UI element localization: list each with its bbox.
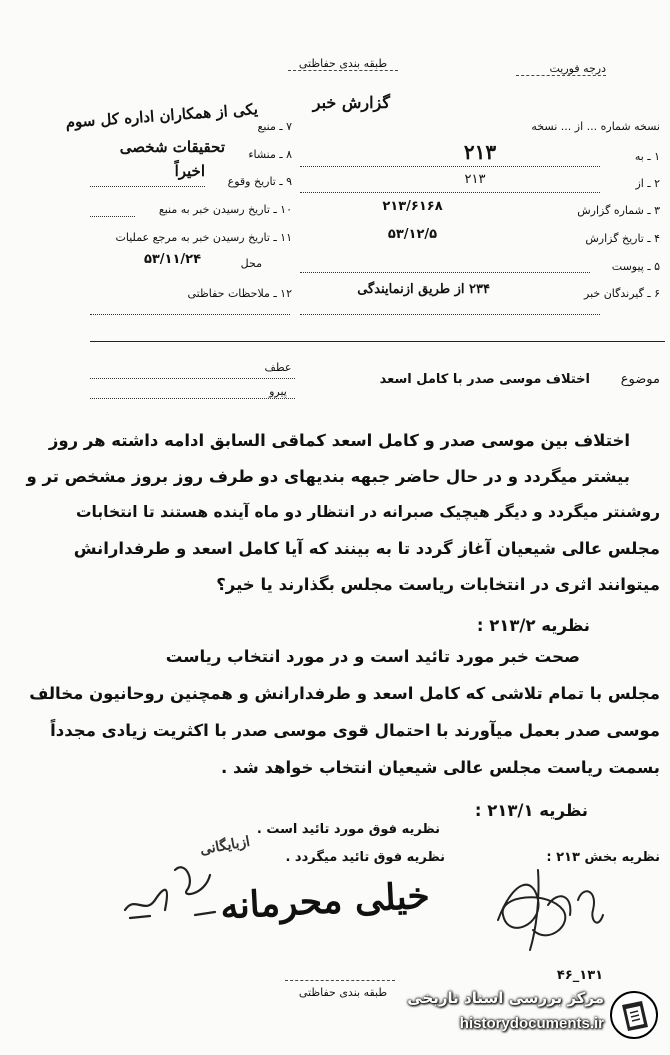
watermark-logo-icon [608,989,660,1041]
blank-line-1 [90,314,290,315]
opinion1-line-3: موسی صدر بعمل میآورند با احتمال قوی موسی صدر با اکثریت زیادی مجدداً [50,721,660,740]
opinion1-line-1: صحت خبر مورد تائید است و در مورد انتخاب ریاست [165,647,580,666]
body-line-2: بیشتر میگردد و در حال حاضر جبهه بندیهای دو طرف روز بروز مشخص تر و [26,467,630,486]
opinion1-line-2: مجلس با تمام تلاشی که کامل اسعد و طرفدارانش و همچنین روحانیون مخالف [29,684,660,703]
field-occurrence-date-line [90,186,205,187]
field-source-value: یکی از همکاران اداره کل سوم [65,100,259,132]
field-origin-label: ۸ ـ منشاء [248,148,292,161]
peyro-label: پیرو [269,385,287,398]
opinion1-line-4: بسمت ریاست مجلس عالی شیعیان انتخاب خواهد شد . [220,758,660,777]
header-divider [90,341,665,342]
priority-label: درجه فوریت [516,62,606,76]
body-line-3: روشنتر میگردد و دیگر هیچیک صبرانه در انتظار دو ماه آینده هستند تا انتخابات [75,503,660,521]
field-occurrence-date-label: ۹ ـ تاریخ وقوع [227,175,292,188]
classification-bottom: طبقه بندی حفاظتی [298,986,388,999]
footer-divider [285,980,395,981]
margin-note-handwritten: ازبایگانی [198,833,252,859]
field-report-number-label: ۳ ـ شماره گزارش [577,204,660,217]
field-origin-value: تحقیقات شخصی [119,138,225,156]
blank-line-2 [300,314,600,315]
field-to-line [300,166,600,167]
field-occurrence-date-value: اخیراً [174,162,205,180]
field-recipients-label: ۶ ـ گیرندگان خبر [584,287,660,300]
field-recipients-value: ۲۳۴ از طریق ازنمایندگی [357,282,490,297]
left-signature [115,840,225,930]
body-line-5: میتوانند اثری در انتخابات ریاست مجلس بگذارند یا خیر؟ [216,575,660,594]
field-place-value: ۵۳/۱۱/۲۴ [143,252,202,267]
subject-text: اختلاف موسی صدر با کامل اسعد [379,372,590,387]
opinion3-text: نظریه فوق تائید میگردد . [285,850,445,865]
right-signature [478,860,608,955]
opinion2-label: نظریه ۲۱۳/۱ : [474,801,588,820]
field-report-number-value: ۲۱۳/۶۱۶۸ [382,199,443,214]
field-report-date-label: ۴ ـ تاریخ گزارش [585,232,660,245]
classification-top: طبقه بندی حفاظتی [288,57,398,71]
field-place-label: محل [240,257,262,270]
copy-number: نسخه شماره ... از ... نسخه [531,120,660,133]
opinion3-label: نظریه بخش ۲۱۳ : [546,850,660,865]
field-source-received-label: ۱۰ ـ تاریخ رسیدن خبر به منبع [158,203,292,216]
atf-line [90,378,295,379]
field-operations-received-label: ۱۱ ـ تاریخ رسیدن خبر به مرجع عملیات [115,231,292,244]
body-line-1: اختلاف بین موسی صدر و کامل اسعد کماقی السابق ادامه داشته هر روز [48,431,630,450]
very-secret-handwritten: خیلی محرمانه [219,874,431,928]
field-attachment-line [300,272,590,273]
opinion2-text: نظریه فوق مورد تائید است . [256,822,440,837]
field-source-label: ۷ ـ منبع [257,120,292,133]
field-from-value: ۲۱۳ [464,172,486,187]
watermark [407,985,662,1047]
peyro-line [90,398,295,399]
opinion1-label: نظریه ۲۱۳/۲ : [476,616,590,635]
field-source-received-line [90,216,135,217]
field-from-label: ۲ ـ از [635,177,660,190]
field-to-value: ۲۱۳ [463,140,497,164]
field-to-label: ۱ ـ به [634,150,660,163]
field-attachment-label: ۵ ـ پیوست [611,260,660,273]
field-from-line [300,192,600,193]
watermark-url: historydocuments.ir [459,1015,604,1032]
report-title: گزارش خبر [312,93,390,112]
subject-label: موضوع [620,372,660,387]
field-report-date-value: ۵۳/۱۲/۵ [387,227,438,242]
watermark-title: مرکز بررسی اسناد تاریخی [407,989,604,1007]
atf-label: عطف [264,361,292,374]
page-code: ۱۳۱_۴۶ [556,968,604,983]
field-security-notes-label: ۱۲ ـ ملاحظات حفاظتی [187,287,292,300]
body-line-4: مجلس عالی شیعیان آغاز گردد تا به بینند که آیا کامل اسعد و طرفدارانش [73,539,660,558]
